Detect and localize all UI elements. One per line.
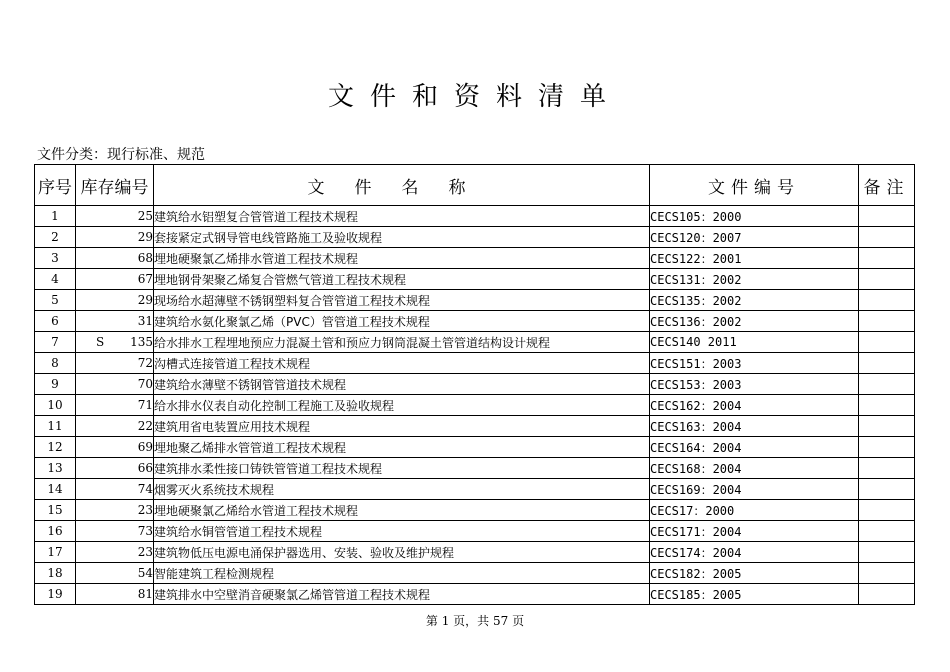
cell-document-code: CECS185：2005 <box>650 584 859 605</box>
cell-document-code: CECS140 2011 <box>650 332 859 353</box>
cell-note <box>859 542 915 563</box>
cell-stock-number <box>76 542 154 563</box>
cell-document-code: CECS131：2002 <box>650 269 859 290</box>
cell-stock-number <box>76 458 154 479</box>
stock-number: 135 <box>130 335 153 349</box>
stock-number: 68 <box>137 251 153 265</box>
cell-note <box>859 395 915 416</box>
cell-document-name: 建筑用省电装置应用技术规程 <box>154 416 650 437</box>
cell-note <box>859 416 915 437</box>
cell-seq: 16 <box>35 521 76 542</box>
stock-number: 70 <box>137 377 153 391</box>
cell-note <box>859 269 915 290</box>
cell-note <box>859 479 915 500</box>
cell-stock-number <box>76 479 154 500</box>
cell-stock-number <box>76 374 154 395</box>
cell-seq: 18 <box>35 563 76 584</box>
cell-document-code: CECS105：2000 <box>650 206 859 227</box>
stock-number: 73 <box>137 524 153 538</box>
cell-document-name: 沟槽式连接管道工程技术规程 <box>154 353 650 374</box>
cell-seq: 10 <box>35 395 76 416</box>
cell-seq: 15 <box>35 500 76 521</box>
table-row <box>35 206 915 227</box>
cell-note <box>859 584 915 605</box>
stock-number: 72 <box>137 356 153 370</box>
cell-document-name: 智能建筑工程检测规程 <box>154 563 650 584</box>
stock-number: 25 <box>137 209 153 223</box>
cell-document-code: CECS162：2004 <box>650 395 859 416</box>
stock-number: 23 <box>137 545 153 559</box>
cell-note <box>859 500 915 521</box>
cell-document-code: CECS163：2004 <box>650 416 859 437</box>
cell-seq: 14 <box>35 479 76 500</box>
cell-document-code: CECS151：2003 <box>650 353 859 374</box>
cell-document-code: CECS153：2003 <box>650 374 859 395</box>
cell-document-code: CECS17：2000 <box>650 500 859 521</box>
header-stock-number: 库存编号 <box>76 165 154 206</box>
stock-number: 54 <box>137 566 153 580</box>
cell-document-code: CECS136：2002 <box>650 311 859 332</box>
cell-note <box>859 206 915 227</box>
cell-document-name: 建筑给水铝塑复合管管道工程技术规程 <box>154 206 650 227</box>
document-list-table <box>34 164 915 605</box>
cell-stock-number <box>76 353 154 374</box>
cell-note <box>859 521 915 542</box>
table-row <box>35 479 915 500</box>
cell-seq: 11 <box>35 416 76 437</box>
cell-document-name: 埋地硬聚氯乙烯给水管道工程技术规程 <box>154 500 650 521</box>
table-row <box>35 458 915 479</box>
stock-number: 81 <box>137 587 153 601</box>
cell-stock-number <box>76 248 154 269</box>
table-row <box>35 332 915 353</box>
table-row <box>35 353 915 374</box>
cell-stock-number <box>76 227 154 248</box>
cell-document-code: CECS168：2004 <box>650 458 859 479</box>
cell-stock-number <box>76 311 154 332</box>
table-row <box>35 227 915 248</box>
stock-number: 66 <box>137 461 153 475</box>
cell-document-name: 埋地硬聚氯乙烯排水管道工程技术规程 <box>154 248 650 269</box>
page-footer: 第 1 页，共 57 页 <box>425 614 525 628</box>
cell-stock-number <box>76 521 154 542</box>
cell-note <box>859 437 915 458</box>
stock-number: 74 <box>137 482 153 496</box>
cell-document-code: CECS169：2004 <box>650 479 859 500</box>
cell-seq: 7 <box>35 332 76 353</box>
cell-note <box>859 458 915 479</box>
table-row <box>35 269 915 290</box>
stock-number: 22 <box>137 419 153 433</box>
cell-seq: 9 <box>35 374 76 395</box>
cell-document-name: 建筑给水薄壁不锈钢管管道技术规程 <box>154 374 650 395</box>
cell-stock-number <box>76 206 154 227</box>
cell-seq: 1 <box>35 206 76 227</box>
stock-number: 69 <box>137 440 153 454</box>
cell-document-code: CECS135：2002 <box>650 290 859 311</box>
cell-document-code: CECS182：2005 <box>650 563 859 584</box>
table-row <box>35 542 915 563</box>
cell-stock-number <box>76 437 154 458</box>
cell-document-name: 建筑物低压电源电涌保护器选用、安装、验收及维护规程 <box>154 542 650 563</box>
cell-stock-number <box>76 332 154 353</box>
cell-note <box>859 290 915 311</box>
header-note: 备注 <box>859 165 915 206</box>
cell-note <box>859 353 915 374</box>
table-row <box>35 563 915 584</box>
stock-number: 29 <box>137 230 153 244</box>
table-row <box>35 416 915 437</box>
stock-prefix: S <box>96 335 105 349</box>
cell-note <box>859 332 915 353</box>
cell-seq: 3 <box>35 248 76 269</box>
cell-document-name: 建筑给水氨化聚氯乙烯（PVC）管管道工程技术规程 <box>154 311 650 332</box>
cell-stock-number <box>76 395 154 416</box>
table-row <box>35 248 915 269</box>
page-title: 文件和资料清单 <box>327 82 622 112</box>
cell-seq: 5 <box>35 290 76 311</box>
cell-seq: 6 <box>35 311 76 332</box>
cell-stock-number <box>76 563 154 584</box>
table-header-row <box>35 165 915 206</box>
file-category-label: 文件分类：现行标准、规范 <box>37 147 205 163</box>
cell-document-name: 给水排水工程埋地预应力混凝土管和预应力钢筒混凝土管管道结构设计规程 <box>154 332 650 353</box>
cell-document-name: 建筑给水铜管管道工程技术规程 <box>154 521 650 542</box>
cell-document-name: 套接紧定式钢导管电线管路施工及验收规程 <box>154 227 650 248</box>
table-row <box>35 521 915 542</box>
cell-stock-number <box>76 584 154 605</box>
cell-note <box>859 248 915 269</box>
cell-document-code: CECS122：2001 <box>650 248 859 269</box>
table-row <box>35 584 915 605</box>
cell-stock-number <box>76 500 154 521</box>
cell-stock-number <box>76 290 154 311</box>
cell-stock-number <box>76 416 154 437</box>
table-row <box>35 290 915 311</box>
stock-number: 31 <box>137 314 153 328</box>
cell-document-name: 埋地聚乙烯排水管管道工程技术规程 <box>154 437 650 458</box>
cell-document-name: 建筑排水中空壁消音硬聚氯乙烯管管道工程技术规程 <box>154 584 650 605</box>
header-document-code: 文件编号 <box>650 165 859 206</box>
cell-seq: 2 <box>35 227 76 248</box>
cell-document-code: CECS174：2004 <box>650 542 859 563</box>
cell-document-name: 烟雾灭火系统技术规程 <box>154 479 650 500</box>
header-seq: 序号 <box>35 165 76 206</box>
cell-seq: 17 <box>35 542 76 563</box>
table-row <box>35 500 915 521</box>
table-row <box>35 437 915 458</box>
cell-document-name: 给水排水仪表自动化控制工程施工及验收规程 <box>154 395 650 416</box>
table-row <box>35 395 915 416</box>
cell-document-name: 现场给水超薄壁不锈钢塑料复合管管道工程技术规程 <box>154 290 650 311</box>
cell-note <box>859 563 915 584</box>
cell-seq: 19 <box>35 584 76 605</box>
table-row <box>35 374 915 395</box>
header-document-name: 文件名称 <box>154 165 650 206</box>
cell-stock-number <box>76 269 154 290</box>
cell-document-name: 建筑排水柔性接口铸铁管管道工程技术规程 <box>154 458 650 479</box>
cell-seq: 13 <box>35 458 76 479</box>
cell-document-code: CECS164：2004 <box>650 437 859 458</box>
cell-note <box>859 374 915 395</box>
cell-seq: 4 <box>35 269 76 290</box>
stock-number: 29 <box>137 293 153 307</box>
cell-document-code: CECS120：2007 <box>650 227 859 248</box>
stock-number: 23 <box>137 503 153 517</box>
cell-document-code: CECS171：2004 <box>650 521 859 542</box>
cell-note <box>859 311 915 332</box>
table-row <box>35 311 915 332</box>
stock-number: 71 <box>137 398 153 412</box>
cell-note <box>859 227 915 248</box>
stock-number: 67 <box>137 272 153 286</box>
cell-seq: 8 <box>35 353 76 374</box>
cell-seq: 12 <box>35 437 76 458</box>
cell-document-name: 埋地钢骨架聚乙烯复合管燃气管道工程技术规程 <box>154 269 650 290</box>
